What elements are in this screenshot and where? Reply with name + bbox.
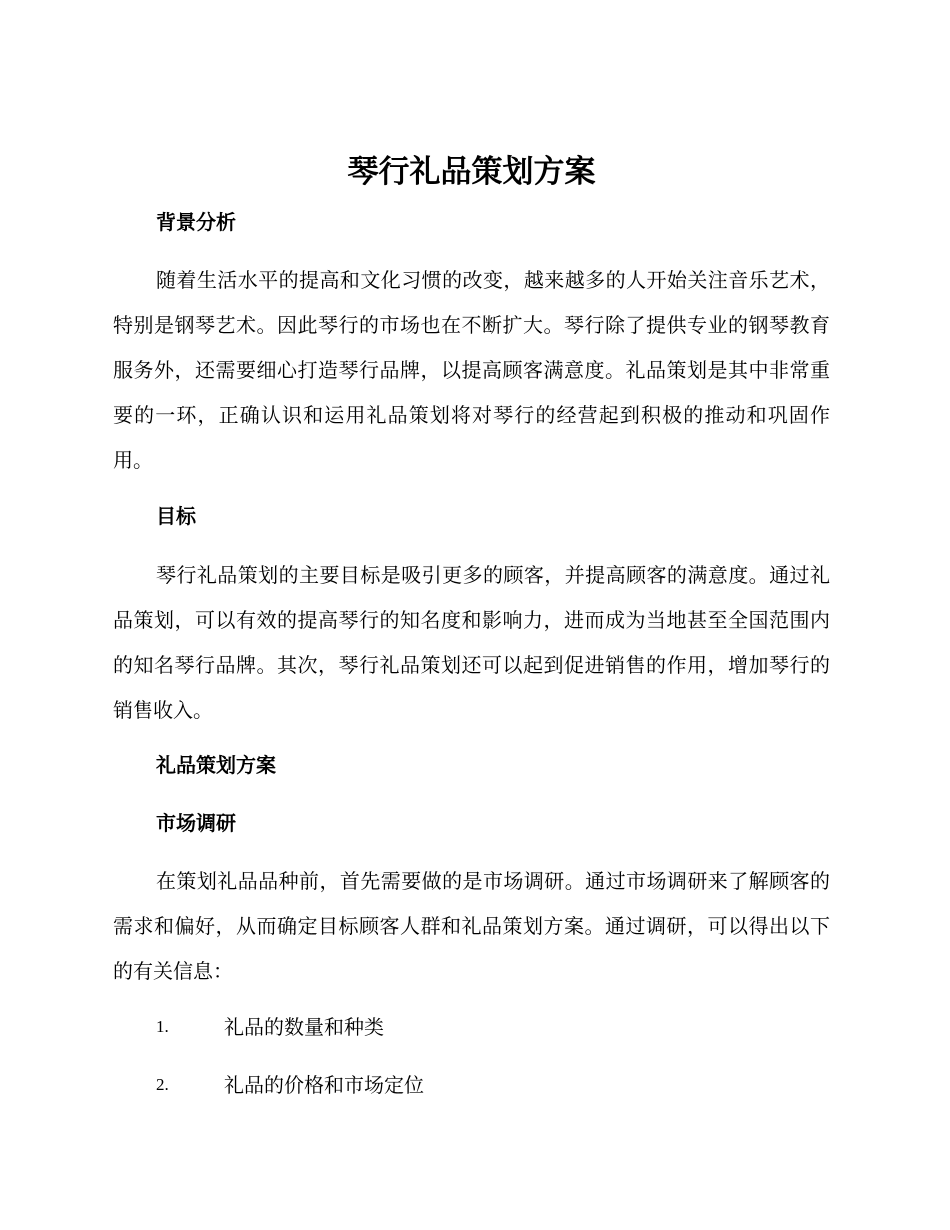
heading-background: 背景分析 xyxy=(156,210,236,234)
heading-market-research: 市场调研 xyxy=(156,811,236,835)
document-title: 琴行礼品策划方案 xyxy=(347,154,596,190)
paragraph-market-research: 在策划礼品品种前，首先需要做的是市场调研。通过市场调研来了解顾客的需求和偏好，从而确定目标顾客人群和礼品策划方案。通过调研，可以得出以下的有关信息： xyxy=(113,869,830,983)
list-number: 1. xyxy=(156,1017,169,1036)
paragraph-background: 随着生活水平的提高和文化习惯的改变，越来越多的人开始关注音乐艺术，特别是钢琴艺术。因此琴行的市场也在不断扩大。琴行除了提供专业的钢琴教育服务外，还需要细心打造琴行品牌，以提高顾客满意度。礼品策划是其中非常重要的一环，正确认识和运用礼品策划将对琴行的经营起到积极的推动和巩固作用。 xyxy=(113,268,830,472)
list-number: 2. xyxy=(156,1075,169,1094)
paragraph-goal: 琴行礼品策划的主要目标是吸引更多的顾客，并提高顾客的满意度。通过礼品策划，可以有效的提高琴行的知名度和影响力，进而成为当地甚至全国范围内的知名琴行品牌。其次，琴行礼品策划还可以起到促进销售的作用，增加琴行的销售收入。 xyxy=(113,563,830,722)
list-text: 礼品的数量和种类 xyxy=(224,1015,384,1039)
heading-goal: 目标 xyxy=(156,504,196,528)
list-text: 礼品的价格和市场定位 xyxy=(224,1073,424,1097)
heading-gift-plan: 礼品策划方案 xyxy=(156,753,276,777)
